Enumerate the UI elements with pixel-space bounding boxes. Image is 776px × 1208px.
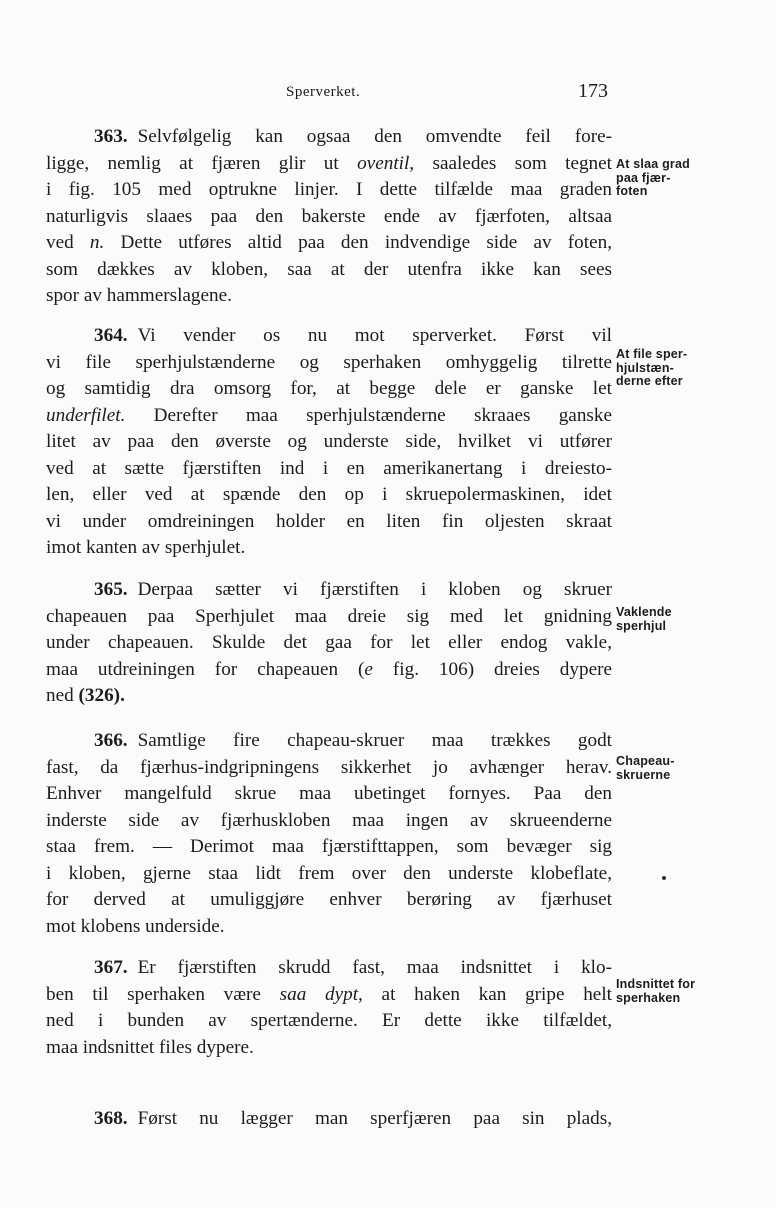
running-title: Sperverket. [286, 84, 361, 100]
paragraph-366: 366. Samtlige fire chapeau-skruer maa trækkes godt fast, da fjærhus-indgripningens sikkerhet jo avhænger herav. Enhver mangelfuld skrue maa ubetinget fornyes. Paa den inderste side av fjærhuskloben maa ingen av skrueenderne staa frem. — Derimot maa fjærstifttappen, som bevæger sig i kloben, gjerne staa lidt frem over den underste klobeflate, for derved at umuliggjøre enhver berøring av fjærhuset mot klobens underside. [46, 730, 612, 937]
paragraph-number: 364. [94, 325, 128, 346]
margin-note-365: Vaklende sperhjul [616, 605, 672, 633]
margin-note-367: Indsnittet for sperhaken [616, 977, 696, 1005]
paragraph-number: 366. [94, 730, 128, 751]
paragraph-number: 367. [94, 957, 128, 978]
margin-note-363: At slaa grad paa fjær- foten [616, 157, 690, 198]
paragraph-367: 367. Er fjærstiften skrudd fast, maa indsnittet i klo- ben til sperhaken være saa dypt, at haken kan gripe helt ned i bunden av spertænderne. Er dette ikke tilfældet, maa indsnittet files dypere. [46, 957, 612, 1058]
paragraph-number: 365. [94, 579, 128, 600]
paragraph-364: 364. Vi vender os nu mot sperverket. Først vil vi file sperhjulstænderne og sperhaken omhyggelig tilrette og samtidig dra omsorg for, at begge dele er ganske let underfilet. Derefter maa sperhjulstænderne skraaes ganske litet av paa den øverste og underste side, hvilket vi utfører ved at sætte fjærstiften ind i en amerikanertang i dreiesto- len, eller ved at spænde den op i skruepolermaskinen, idet vi under omdreiningen holder en liten fin oljesten skraat imot kanten av sperhjulet. [46, 325, 612, 558]
margin-note-364: At file sper- hjulstæn- derne efter [616, 347, 688, 388]
margin-note-366: Chapeau- skruerne [616, 754, 675, 782]
page-header [0, 80, 776, 108]
paragraph-number: 363. [94, 126, 128, 147]
ink-speck [662, 876, 666, 880]
paragraph-365: 365. Derpaa sætter vi fjærstiften i kloben og skruer chapeauen paa Sperhjulet maa dreie sig med let gnidning under chapeauen. Skulde det gaa for let eller endog vakle, maa utdreiningen for chapeauen (e fig. 106) dreies dypere ned (326). [46, 579, 612, 706]
paragraph-363: 363. Selvfølgelig kan ogsaa den omvendte feil fore- ligge, nemlig at fjæren glir ut oventil, saaledes som tegnet i fig. 105 med optrukne linjer. I dette tilfælde maa graden naturligvis slaaes paa den bakerste ende av fjærfoten, altsaa ved n. Dette utføres altid paa den indvendige side av foten, som dækkes av kloben, saa at der utenfra ikke kan sees spor av hammerslagene. [46, 126, 612, 306]
paragraph-368: 368. Først nu lægger man sperfjæren paa sin plads, [94, 1108, 612, 1129]
paragraph-number: 368. [94, 1108, 128, 1129]
page-number: 173 [578, 80, 608, 102]
